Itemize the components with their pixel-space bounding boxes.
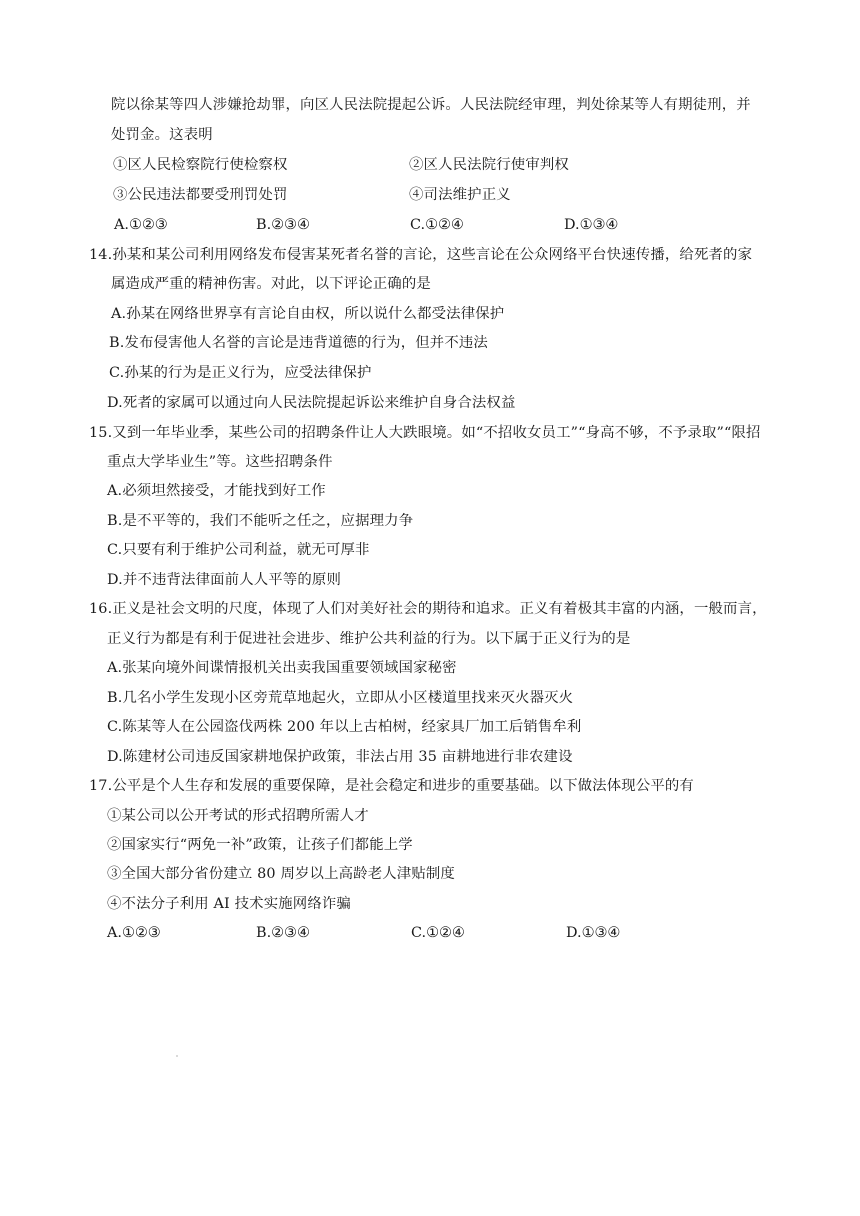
q17-statement-2: ②国家实行“两免一补”政策，让孩子们都能上学 bbox=[107, 837, 413, 853]
q15-option-b: B.是不平等的，我们不能听之任之，应据理力争 bbox=[107, 513, 414, 529]
q15-stem-line-1: 15.又到一年毕业季，某些公司的招聘条件让人大跌眼境。如“不招收女员工”“身高不够，不予录取”“限招 bbox=[89, 425, 761, 441]
page-speck bbox=[176, 1055, 178, 1057]
q13-statement-2: ②区人民法院行使审判权 bbox=[409, 157, 569, 173]
q17-option-c: C.①②④ bbox=[411, 925, 465, 941]
q15-option-d: D.并不违背法律面前人人平等的原则 bbox=[107, 572, 342, 588]
q14-stem-line-1: 14.孙某和某公司利用网络发布侵害某死者名誉的言论，这些言论在公众网络平台快速传播，给死者的家 bbox=[89, 247, 753, 263]
q17-statement-3: ③全国大部分省份建立 80 周岁以上高龄老人津贴制度 bbox=[107, 866, 455, 882]
q17-statement-4: ④不法分子利用 AI 技术实施网络诈骗 bbox=[107, 896, 351, 912]
q13-option-b: B.②③④ bbox=[256, 217, 310, 233]
q15-option-c: C.只要有利于维护公司利益，就无可厚非 bbox=[107, 542, 370, 558]
q17-statement-1: ①某公司以公开考试的形式招聘所需人才 bbox=[107, 808, 369, 824]
q16-option-a: A.张某向境外间谍情报机关出卖我国重要领域国家秘密 bbox=[107, 660, 457, 676]
q13-statement-3: ③公民违法都要受刑罚处罚 bbox=[113, 187, 288, 203]
q16-stem-line-1: 16.正义是社会文明的尺度，体现了人们对美好社会的期待和追求。正义有着极其丰富的内涵，一般而言， bbox=[89, 601, 767, 617]
q15-stem-line-2: 重点大学毕业生”等。这些招聘条件 bbox=[107, 454, 333, 470]
q14-option-c: C.孙某的行为是正义行为，应受法律保护 bbox=[109, 365, 372, 381]
q16-option-b: B.几名小学生发现小区旁荒草地起火，立即从小区楼道里找来灭火器灭火 bbox=[107, 690, 574, 706]
q14-option-a: A.孙某在网络世界享有言论自由权，所以说什么都受法律保护 bbox=[111, 306, 505, 322]
q14-option-b: B.发布侵害他人名誉的言论是违背道德的行为，但并不违法 bbox=[109, 335, 488, 351]
q13-statement-4: ④司法维护正义 bbox=[409, 187, 511, 203]
q14-option-d: D.死者的家属可以通过向人民法院提起诉讼来维护自身合法权益 bbox=[107, 395, 516, 411]
q13-stem-line-1: 院以徐某等四人涉嫌抢劫罪，向区人民法院提起公诉。人民法院经审理，判处徐某等人有期徒刑，并 bbox=[111, 97, 751, 113]
q17-option-d: D.①③④ bbox=[566, 925, 621, 941]
q15-option-a: A.必须坦然接受，才能找到好工作 bbox=[107, 483, 326, 499]
q13-option-d: D.①③④ bbox=[564, 217, 619, 233]
q17-option-a: A.①②③ bbox=[107, 925, 161, 941]
q16-stem-line-2: 正义行为都是有利于促进社会进步、维护公共利益的行为。以下属于正义行为的是 bbox=[107, 631, 631, 647]
q16-option-d: D.陈建材公司违反国家耕地保护政策，非法占用 35 亩耕地进行非农建设 bbox=[107, 749, 573, 765]
q14-stem-line-2: 属造成严重的精神伤害。对此，以下评论正确的是 bbox=[111, 276, 431, 292]
q13-option-c: C.①②④ bbox=[410, 217, 464, 233]
q13-statement-1: ①区人民检察院行使检察权 bbox=[113, 157, 288, 173]
q17-stem-line-1: 17.公平是个人生存和发展的重要保障，是社会稳定和进步的重要基础。以下做法体现公平的有 bbox=[89, 778, 694, 794]
q17-option-b: B.②③④ bbox=[256, 925, 310, 941]
q16-option-c: C.陈某等人在公园盗伐两株 200 年以上古柏树，经家具厂加工后销售牟利 bbox=[107, 719, 582, 735]
q13-option-a: A.①②③ bbox=[114, 217, 168, 233]
q13-stem-line-2: 处罚金。这表明 bbox=[111, 127, 213, 143]
